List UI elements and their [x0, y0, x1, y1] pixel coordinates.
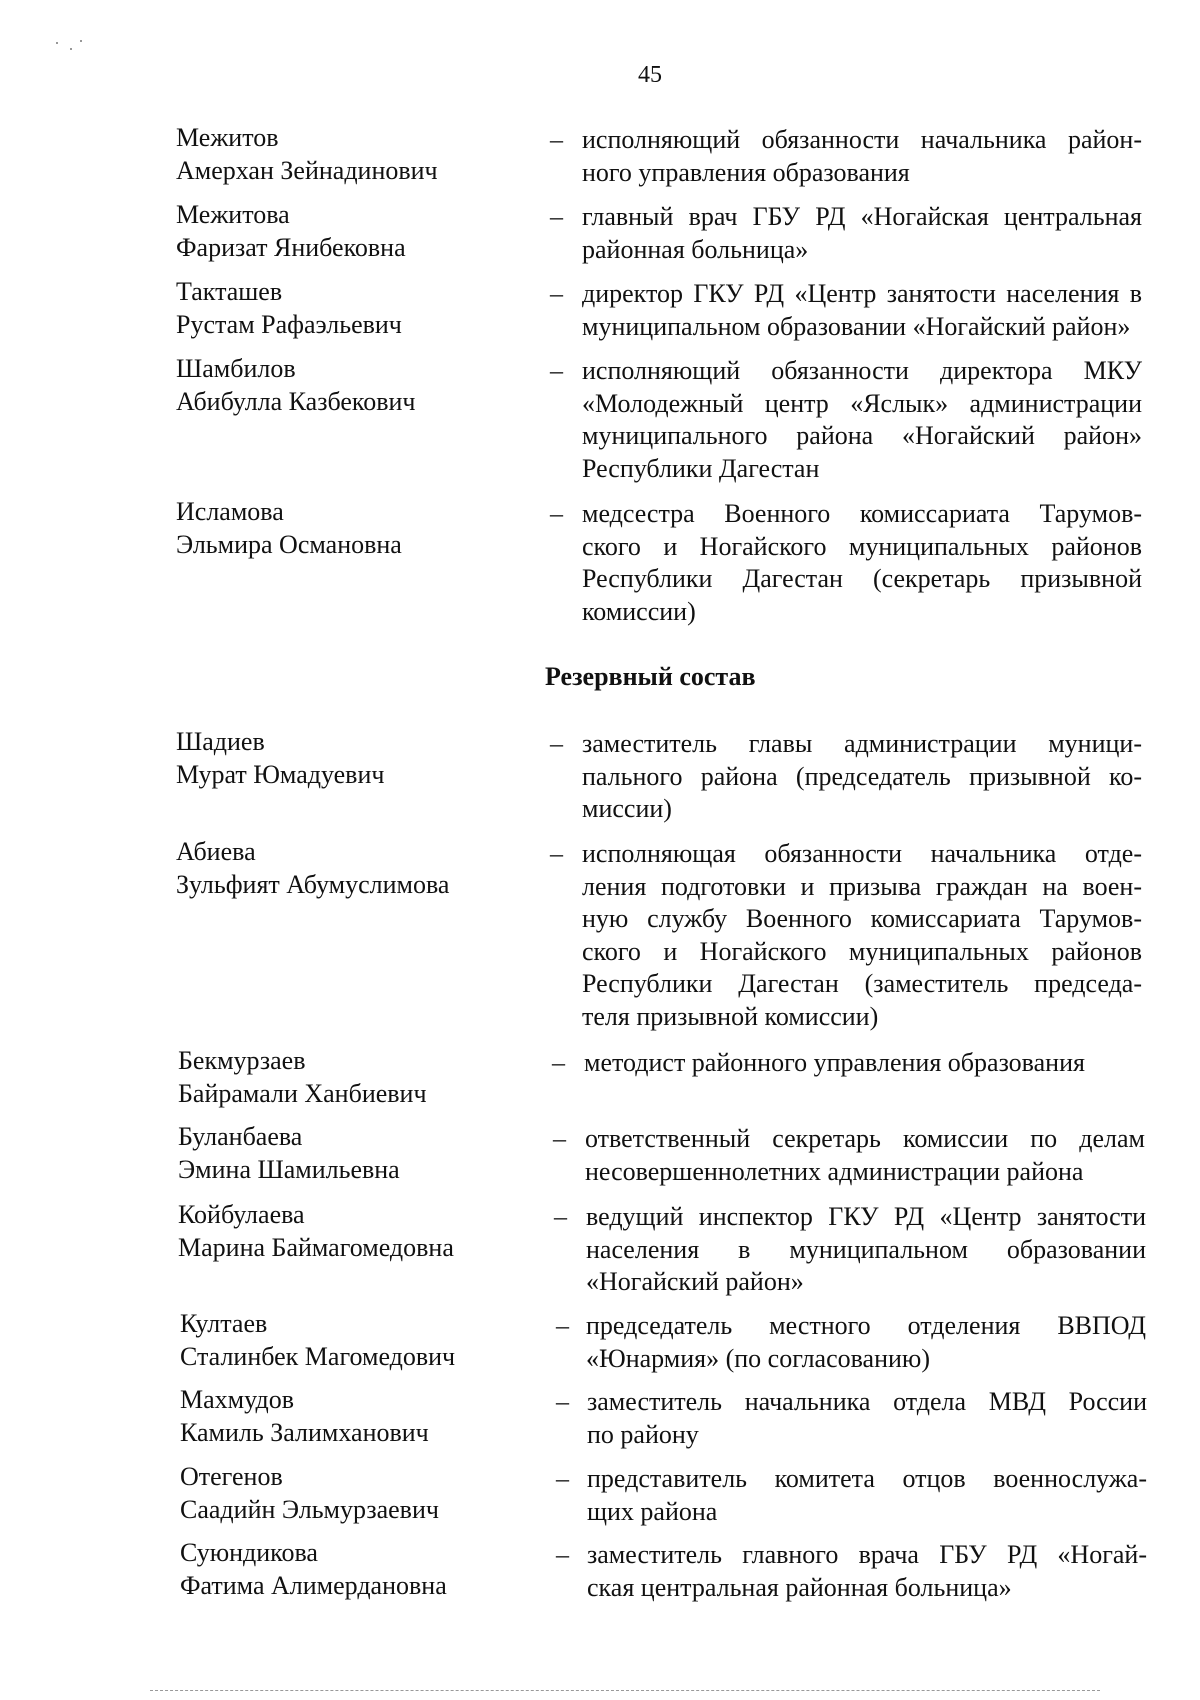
- position-description: [587, 1539, 1147, 1604]
- position-line: ного управления образования: [582, 157, 910, 187]
- scan-speck: [80, 40, 82, 42]
- position-line: районная больница»: [582, 234, 809, 264]
- scan-speck: [56, 42, 58, 44]
- surname: Бекмурзаев: [178, 1046, 306, 1075]
- position-line: исполняющий обязанности директора МКУ: [582, 356, 1142, 385]
- position-line: «Молодежный центр «Яслык» администрации: [582, 388, 1142, 418]
- dash-separator: –: [552, 1048, 565, 1077]
- dash-separator: –: [550, 839, 563, 868]
- position-line: Республики Дагестан (секретарь призывной: [582, 564, 1142, 593]
- surname: Отегенов: [180, 1462, 283, 1491]
- dash-separator: –: [550, 356, 563, 385]
- position-line: главный врач ГБУ РД «Ногайская центральная: [582, 202, 1142, 231]
- section-heading: Резервный состав: [545, 662, 756, 691]
- position-line: ведущий инспектор ГКУ РД «Центр занятости: [586, 1202, 1146, 1231]
- person-name: [180, 1537, 540, 1602]
- person-name: [176, 122, 536, 187]
- position-line: ления подготовки и призыва граждан на воен-: [582, 871, 1142, 901]
- dash-separator: –: [550, 202, 563, 231]
- surname: Буланбаева: [178, 1122, 303, 1151]
- position-line: представитель комитета отцов военнослужа-: [587, 1464, 1147, 1493]
- position-description: [582, 201, 1142, 266]
- dash-separator: –: [554, 1202, 567, 1231]
- position-description: [587, 1463, 1147, 1528]
- position-line: населения в муниципальном образовании: [586, 1234, 1146, 1264]
- person-name: [178, 1045, 538, 1110]
- surname: Исламова: [176, 497, 284, 526]
- given-names: Мурат Юмадуевич: [176, 759, 385, 789]
- person-name: [176, 353, 536, 418]
- surname: Койбулаева: [178, 1200, 305, 1229]
- surname: Такташев: [176, 277, 283, 306]
- person-name: [176, 836, 536, 901]
- position-line: методист районного управления образования: [584, 1048, 1085, 1077]
- given-names: Фаризат Янибековна: [176, 232, 406, 262]
- position-description: [587, 1386, 1147, 1451]
- surname: Суюндикова: [180, 1538, 318, 1567]
- surname: Махмудов: [180, 1385, 294, 1414]
- position-line: «Юнармия» (по согласованию): [586, 1343, 931, 1373]
- position-line: муниципальном образовании «Ногайский район»: [582, 311, 1131, 341]
- position-description: [586, 1310, 1146, 1375]
- given-names: Рустам Рафаэльевич: [176, 309, 402, 339]
- given-names: Эльмира Османовна: [176, 529, 402, 559]
- position-line: комиссии): [582, 596, 696, 626]
- given-names: Фатима Алимердановна: [180, 1570, 447, 1600]
- position-description: [582, 355, 1142, 485]
- position-line: муниципального района «Ногайский район»: [582, 421, 1142, 450]
- bottom-rule: [150, 1690, 1100, 1691]
- given-names: Амерхан Зейнадинович: [176, 155, 438, 185]
- position-line: директор ГКУ РД «Центр занятости населения в: [582, 279, 1142, 308]
- position-description: [582, 124, 1142, 189]
- surname: Межитов: [176, 123, 279, 152]
- position-line: председатель местного отделения ВВПОД: [586, 1311, 1146, 1340]
- position-description: [584, 1047, 1144, 1080]
- dash-separator: –: [556, 1387, 569, 1416]
- surname: Межитова: [176, 200, 290, 229]
- position-description: [582, 838, 1142, 1033]
- person-name: [180, 1308, 540, 1373]
- position-line: ская центральная районная больница»: [587, 1572, 1012, 1602]
- given-names: Абибулла Казбекович: [176, 386, 416, 416]
- position-line: пального района (председатель призывной ко-: [582, 761, 1142, 791]
- position-line: миссии): [582, 794, 672, 823]
- position-line: ского и Ногайского муниципальных районов: [582, 531, 1142, 561]
- position-line: заместитель главы администрации муници-: [582, 729, 1142, 758]
- position-description: [585, 1123, 1145, 1188]
- dash-separator: –: [556, 1311, 569, 1340]
- dash-separator: –: [550, 499, 563, 528]
- position-line: несовершеннолетних администрации района: [585, 1156, 1084, 1186]
- given-names: Байрамали Ханбиевич: [178, 1078, 427, 1108]
- dash-separator: –: [550, 279, 563, 308]
- person-name: [178, 1121, 538, 1186]
- position-line: теля призывной комиссии): [582, 1001, 879, 1031]
- surname: Шамбилов: [176, 354, 296, 383]
- person-name: [180, 1384, 540, 1449]
- position-line: щих района: [587, 1496, 718, 1526]
- position-description: [586, 1201, 1146, 1299]
- given-names: Сталинбек Магомедович: [180, 1341, 456, 1371]
- dash-separator: –: [556, 1464, 569, 1493]
- position-line: медсестра Военного комиссариата Тарумов-: [582, 499, 1142, 528]
- position-line: Республики Дагестан: [582, 453, 820, 483]
- position-description: [582, 728, 1142, 826]
- position-line: исполняющая обязанности начальника отде-: [582, 839, 1142, 868]
- person-name: [176, 496, 536, 561]
- surname: Култаев: [180, 1309, 268, 1338]
- surname: Шадиев: [176, 727, 265, 756]
- person-name: [176, 199, 536, 264]
- person-name: [176, 726, 536, 791]
- position-line: заместитель главного врача ГБУ РД «Ногай-: [587, 1540, 1147, 1569]
- given-names: Зульфият Абумуслимова: [176, 869, 450, 899]
- position-line: ского и Ногайского муниципальных районов: [582, 936, 1142, 966]
- scan-speck: [70, 48, 72, 50]
- given-names: Саадийн Эльмурзаевич: [180, 1494, 439, 1524]
- page-number: 45: [638, 62, 662, 88]
- dash-separator: –: [550, 125, 563, 154]
- position-line: Республики Дагестан (заместитель председа-: [582, 969, 1142, 998]
- given-names: Эмина Шамильевна: [178, 1154, 400, 1184]
- given-names: Марина Баймагомедовна: [178, 1232, 454, 1262]
- position-line: заместитель начальника отдела МВД России: [587, 1387, 1147, 1416]
- dash-separator: –: [556, 1540, 569, 1569]
- dash-separator: –: [553, 1124, 566, 1153]
- position-description: [582, 278, 1142, 343]
- position-line: исполняющий обязанности начальника район-: [582, 125, 1142, 154]
- position-line: ответственный секретарь комиссии по делам: [585, 1124, 1145, 1153]
- given-names: Камиль Залимханович: [180, 1417, 429, 1447]
- position-line: «Ногайский район»: [586, 1267, 804, 1296]
- person-name: [176, 276, 536, 341]
- position-line: ную службу Военного комиссариата Тарумов-: [582, 904, 1142, 933]
- person-name: [178, 1199, 538, 1264]
- surname: Абиева: [176, 837, 256, 866]
- position-line: по району: [587, 1419, 699, 1449]
- person-name: [180, 1461, 540, 1526]
- dash-separator: –: [550, 729, 563, 758]
- position-description: [582, 498, 1142, 628]
